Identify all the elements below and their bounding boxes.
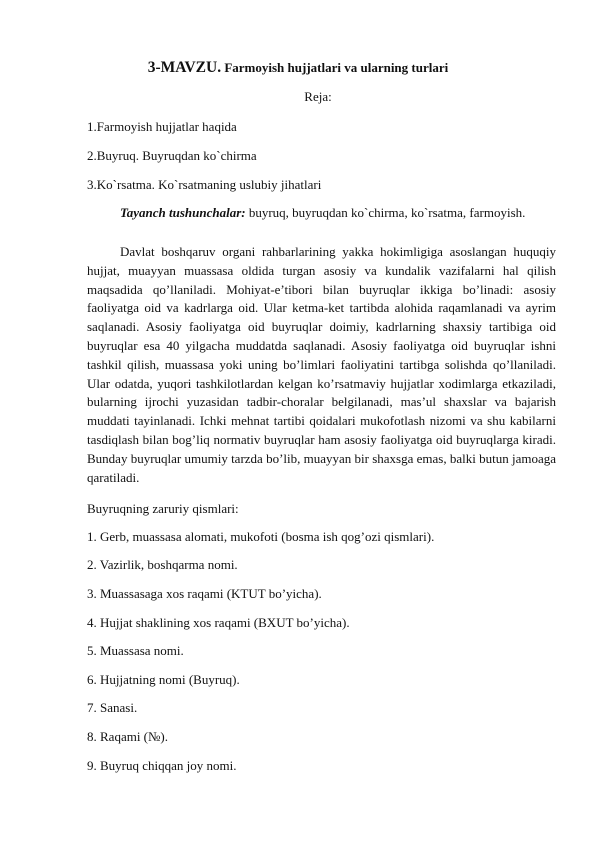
part-item-8: 8. Raqami (№). — [87, 729, 168, 744]
plan-item-3: 3.Ko`rsatma. Ko`rsatmaning uslubiy jihatlari — [87, 177, 322, 192]
part-item-1: 1. Gerb, muassasa alomati, mukofoti (bosma ish qog’ozi qismlari). — [87, 529, 435, 544]
plan-item-1: 1.Farmoyish hujjatlar haqida — [87, 119, 237, 134]
part-item-5: 5. Muassasa nomi. — [87, 643, 184, 658]
key-concepts-text: buyruq, buyruqdan ko`chirma, ko`rsatma, farmoyish. — [245, 205, 526, 220]
part-item-4: 4. Hujjat shaklining xos raqami (BXUT bo’yicha). — [87, 615, 350, 630]
parts-heading: Buyruqning zaruriy qismlari: — [87, 501, 239, 516]
topic-title: Farmoyish hujjatlari va ularning turlari — [224, 60, 449, 75]
key-concepts — [87, 204, 556, 223]
topic-number: 3-MAVZU. — [147, 59, 222, 76]
part-item-3: 3. Muassasaga xos raqami (KTUT bo’yicha). — [87, 586, 322, 601]
key-concepts-label: Tayanch tushunchalar: — [120, 205, 246, 220]
part-item-6: 6. Hujjatning nomi (Buyruq). — [87, 672, 240, 687]
plan-item-2: 2.Buyruq. Buyruqdan ko`chirma — [87, 148, 257, 163]
document-title — [0, 59, 596, 77]
part-item-2: 2. Vazirlik, boshqarma nomi. — [87, 557, 238, 572]
part-item-7: 7. Sanasi. — [87, 700, 138, 715]
plan-heading: Reja: — [304, 89, 332, 104]
main-paragraph: Davlat boshqaruv organi rahbarlarining yakka hokimligiga asoslangan huquqiy hujjat, muayyan muassasa oldida turgan asosiy va kundalik vazifalarni hal qilish maqsadida qo’llaniladi. Mohiyat-e’tibori bilan buyruqlar ikkiga bo’linadi: asosiy faoliyatga oid va kadrlarga oid. Ular ketma-ket tartibda alohida raqamlanadi va ayrim saqlanadi. Asosiy faoliyatga oid buyruqlar doimiy, kadrlarning shaxsiy tartibiga oid buyruqlar esa 40 yilgacha muddatda saqlanadi. Asosiy faoliyatga oid buyruqlar ishni tashkil qilish, muassasa yoki uning bo’limlari faoliyatini tartibga solishda qo’llaniladi. Ular odatda, yuqori tashkilotlardan kelgan ko’rsatmaviy hujjatlar xodimlarga etkaziladi, bularning ijrochi yuzasidan tadbir-choralar belgilanadi, mas’ul shaxslar va bajarish muddati tayinlanadi. Ichki mehnat tartibi qoidalari mukofotlash nizomi va shu kabilarni tasdiqlash bilan bog’liq normativ buyruqlar ham asosiy faoliyatga oid buyruqlarga kiradi. Bunday buyruqlar umumiy tarzda bo’lib, muayyan bir shaxsga emas, balki butun jamoaga qaratiladi. — [87, 244, 556, 485]
part-item-9: 9. Buyruq chiqqan joy nomi. — [87, 758, 237, 773]
